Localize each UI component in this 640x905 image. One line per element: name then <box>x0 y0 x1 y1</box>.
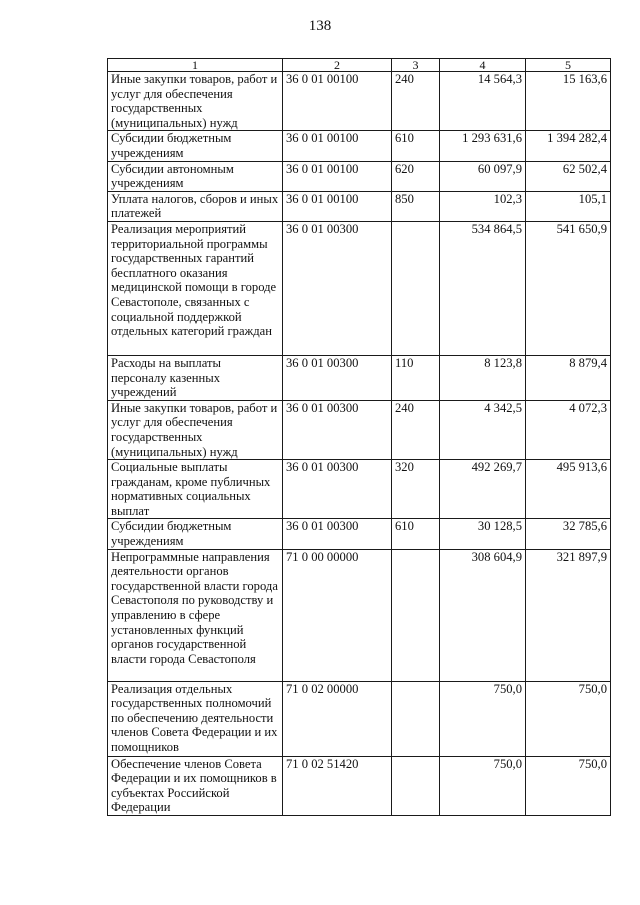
row-expense-type: 620 <box>392 161 440 191</box>
table-row <box>108 221 611 355</box>
row-expense-type: 110 <box>392 355 440 400</box>
row-value-2: 105,1 <box>526 191 611 221</box>
row-value-1: 102,3 <box>440 191 526 221</box>
table-row <box>108 161 611 191</box>
row-expense-type: 320 <box>392 460 440 519</box>
row-value-2: 8 879,4 <box>526 355 611 400</box>
row-name: Субсидии автономным учреждениям <box>108 161 283 191</box>
row-code: 36 0 01 00100 <box>283 161 392 191</box>
row-value-2: 750,0 <box>526 681 611 756</box>
column-header-3: 3 <box>392 59 440 72</box>
row-name: Иные закупки товаров, работ и услуг для обеспечения государственных (муниципальных) нужд <box>108 400 283 459</box>
row-name: Социальные выплаты гражданам, кроме публичных нормативных социальных выплат <box>108 460 283 519</box>
row-expense-type <box>392 681 440 756</box>
row-value-2: 495 913,6 <box>526 460 611 519</box>
row-value-2: 4 072,3 <box>526 400 611 459</box>
row-name: Реализация отдельных государственных полномочий по обеспечению деятельности членов Совета Федерации и их помощников <box>108 681 283 756</box>
table-row <box>108 756 611 815</box>
row-code: 36 0 01 00300 <box>283 355 392 400</box>
row-name: Уплата налогов, сборов и иных платежей <box>108 191 283 221</box>
row-value-1: 308 604,9 <box>440 549 526 681</box>
table-row <box>108 72 611 131</box>
row-name: Субсидии бюджетным учреждениям <box>108 131 283 161</box>
row-name: Субсидии бюджетным учреждениям <box>108 519 283 549</box>
row-code: 36 0 01 00300 <box>283 400 392 459</box>
row-code: 71 0 02 00000 <box>283 681 392 756</box>
row-expense-type: 240 <box>392 72 440 131</box>
row-code: 36 0 01 00300 <box>283 519 392 549</box>
table-header-row <box>108 59 611 72</box>
table-row <box>108 460 611 519</box>
row-code: 71 0 00 00000 <box>283 549 392 681</box>
row-code: 36 0 01 00100 <box>283 131 392 161</box>
row-value-1: 30 128,5 <box>440 519 526 549</box>
row-name: Иные закупки товаров, работ и услуг для обеспечения государственных (муниципальных) нужд <box>108 72 283 131</box>
row-code: 36 0 01 00100 <box>283 72 392 131</box>
column-header-2: 2 <box>283 59 392 72</box>
table-row <box>108 400 611 459</box>
row-value-1: 60 097,9 <box>440 161 526 191</box>
row-value-1: 750,0 <box>440 681 526 756</box>
row-code: 36 0 01 00100 <box>283 191 392 221</box>
row-expense-type <box>392 221 440 355</box>
row-value-2: 15 163,6 <box>526 72 611 131</box>
column-header-4: 4 <box>440 59 526 72</box>
row-value-1: 1 293 631,6 <box>440 131 526 161</box>
row-name: Обеспечение членов Совета Федерации и их помощников в субъектах Российской Федерации <box>108 756 283 815</box>
row-expense-type: 850 <box>392 191 440 221</box>
row-value-1: 492 269,7 <box>440 460 526 519</box>
row-expense-type <box>392 756 440 815</box>
row-expense-type: 610 <box>392 131 440 161</box>
row-value-1: 14 564,3 <box>440 72 526 131</box>
row-name: Расходы на выплаты персоналу казенных учреждений <box>108 355 283 400</box>
table-row <box>108 191 611 221</box>
row-expense-type <box>392 549 440 681</box>
table-row <box>108 355 611 400</box>
row-name: Реализация мероприятий территориальной программы государственных гарантий бесплатного оказания медицинской помощи в городе Севастополе, связанных с социальной поддержкой отдельных категорий граждан <box>108 221 283 355</box>
row-name: Непрограммные направления деятельности органов государственной власти города Севастополя по руководству и управлению в сфере установленных функций органов государственной власти города Севастополя <box>108 549 283 681</box>
table-row <box>108 549 611 681</box>
budget-table <box>107 58 611 816</box>
row-code: 71 0 02 51420 <box>283 756 392 815</box>
row-value-2: 321 897,9 <box>526 549 611 681</box>
row-value-2: 750,0 <box>526 756 611 815</box>
row-code: 36 0 01 00300 <box>283 460 392 519</box>
page-number: 138 <box>308 18 332 34</box>
row-value-2: 62 502,4 <box>526 161 611 191</box>
row-code: 36 0 01 00300 <box>283 221 392 355</box>
column-header-5: 5 <box>526 59 611 72</box>
table-row <box>108 681 611 756</box>
row-value-2: 541 650,9 <box>526 221 611 355</box>
column-header-1: 1 <box>108 59 283 72</box>
row-value-2: 32 785,6 <box>526 519 611 549</box>
table-row <box>108 519 611 549</box>
row-expense-type: 240 <box>392 400 440 459</box>
row-value-2: 1 394 282,4 <box>526 131 611 161</box>
row-value-1: 8 123,8 <box>440 355 526 400</box>
table-row <box>108 131 611 161</box>
row-expense-type: 610 <box>392 519 440 549</box>
row-value-1: 750,0 <box>440 756 526 815</box>
row-value-1: 534 864,5 <box>440 221 526 355</box>
row-value-1: 4 342,5 <box>440 400 526 459</box>
